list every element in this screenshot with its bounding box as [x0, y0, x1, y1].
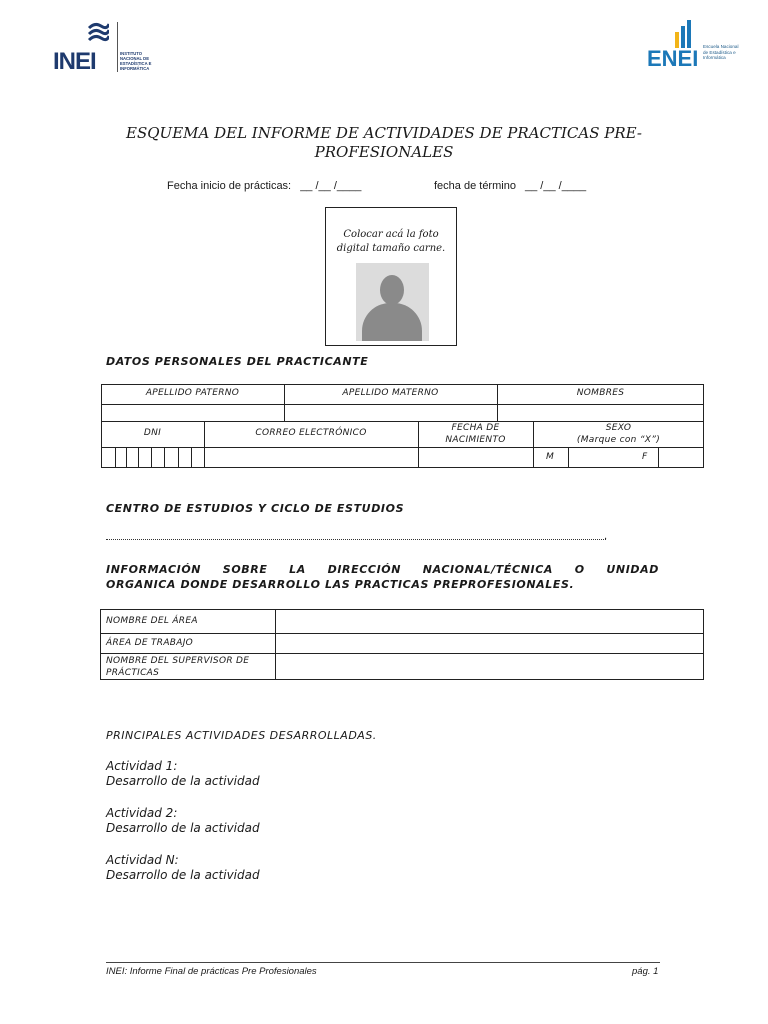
activity-description: Desarrollo de la actividad	[106, 868, 260, 882]
page-number: pág. 1	[632, 966, 659, 977]
photo-placeholder[interactable]	[325, 207, 457, 346]
enei-logo	[645, 18, 745, 74]
avatar-body	[362, 303, 422, 341]
avatar-head	[380, 275, 404, 305]
end-date-value[interactable]: __ /__ /____	[525, 180, 587, 192]
studies-dotted-line[interactable]	[106, 539, 606, 540]
area-info-table	[100, 609, 704, 680]
dni-digit-rule	[191, 447, 192, 468]
personal-data-table	[101, 384, 704, 468]
photo-caption	[326, 228, 456, 256]
info-heading-line-1: INFORMACIÓN SOBRE LA DIRECCIÓN NACIONAL/TÉCNICA O UNIDAD	[106, 563, 659, 576]
fecha-nacimiento-input[interactable]	[419, 448, 532, 467]
dni-digit-rule	[138, 447, 139, 468]
supervisor-input[interactable]	[276, 654, 703, 679]
inei-subtitle: INSTITUTO NACIONAL DE ESTADÍSTICA E INFORMÁTICA	[120, 51, 152, 71]
footer-rule	[106, 962, 660, 963]
activity-description: Desarrollo de la actividad	[106, 821, 260, 835]
header-dni: DNI	[143, 428, 162, 438]
studies-heading: CENTRO DE ESTUDIOS Y CICLO DE ESTUDIOS	[106, 502, 405, 515]
enei-bars-icon	[673, 18, 693, 48]
sex-male-checkbox[interactable]	[569, 448, 629, 467]
supervisor-label	[106, 655, 249, 679]
enei-subtitle: Escuela Nacional de Estadística e Informática	[703, 44, 739, 61]
footer-text: INEI: Informe Final de prácticas Pre Profesionales	[106, 966, 317, 977]
area-name-label: NOMBRE DEL ÁREA	[106, 616, 198, 626]
work-area-label: ÁREA DE TRABAJO	[106, 638, 194, 648]
header-sexo-line-1: SEXO	[605, 423, 632, 433]
activity-item	[106, 806, 260, 836]
dni-digit-rule	[126, 447, 127, 468]
photo-caption-line-1: Colocar acá la foto	[343, 229, 439, 240]
dni-digit-rule	[115, 447, 116, 468]
correo-input[interactable]	[205, 448, 417, 467]
personal-data-heading: DATOS PERSONALES DEL PRACTICANTE	[106, 355, 369, 368]
sex-female-checkbox[interactable]	[659, 448, 703, 467]
dni-digit-rule	[178, 447, 179, 468]
table-border-bottom	[100, 679, 704, 680]
supervisor-label-line-1: NOMBRE DEL SUPERVISOR DE	[106, 656, 250, 666]
activity-title: Actividad N:	[106, 853, 179, 867]
header-apellido-materno: APELLIDO MATERNO	[342, 388, 439, 398]
dni-digit-rule	[151, 447, 152, 468]
document-title	[100, 124, 668, 162]
header-sexo-line-2: (Marque con “X”)	[576, 435, 661, 445]
apellido-paterno-input[interactable]	[102, 405, 284, 421]
header-fecha-nacimiento-line-1: FECHA DE	[451, 423, 500, 433]
header-sexo	[533, 422, 704, 446]
nombres-input[interactable]	[498, 405, 703, 421]
activities-heading: PRINCIPALES ACTIVIDADES DESARROLLADAS.	[106, 729, 377, 742]
area-name-input[interactable]	[276, 610, 703, 633]
document-title-line-2: PROFESIONALES	[314, 143, 454, 161]
table-border-top	[101, 384, 704, 385]
table-border-left	[100, 609, 101, 680]
activity-description: Desarrollo de la actividad	[106, 774, 260, 788]
start-date-label: Fecha inicio de prácticas:	[167, 180, 292, 192]
start-date-field[interactable]	[167, 180, 361, 192]
inei-waves-icon	[87, 20, 109, 46]
header-correo: CORREO ELECTRÓNICO	[255, 428, 367, 438]
start-date-value[interactable]: __ /__ /____	[300, 180, 362, 192]
header-fecha-nacimiento	[418, 422, 533, 446]
end-date-field[interactable]	[434, 180, 586, 192]
supervisor-label-line-2: PRÁCTICAS	[106, 668, 160, 678]
header-apellido-paterno: APELLIDO PATERNO	[145, 388, 240, 398]
inei-separator	[117, 22, 118, 72]
document-title-line-1: ESQUEMA DEL INFORME DE ACTIVIDADES DE PRACTICAS PRE-	[126, 124, 642, 142]
activity-item	[106, 853, 260, 883]
activity-item	[106, 759, 260, 789]
studies-line-end: .	[604, 531, 608, 542]
work-area-input[interactable]	[276, 634, 703, 653]
sex-female-label: F	[642, 452, 648, 462]
header-fecha-nacimiento-line-2: NACIMIENTO	[445, 435, 506, 445]
end-date-label: fecha de término	[434, 180, 516, 192]
photo-caption-line-2: digital tamaño carne.	[336, 243, 446, 254]
inei-wordmark: INEI	[53, 48, 96, 75]
table-border-right	[703, 609, 704, 680]
info-heading-line-2: ORGANICA DONDE DESARROLLO LAS PRACTICAS PREPROFESIONALES.	[106, 578, 575, 591]
dni-digit-rule	[164, 447, 165, 468]
inei-logo	[53, 18, 163, 78]
enei-wordmark: ENEI	[647, 46, 699, 71]
sex-male-label: M	[546, 452, 555, 462]
avatar-silhouette-icon	[356, 263, 429, 341]
apellido-materno-input[interactable]	[285, 405, 497, 421]
activity-title: Actividad 2:	[106, 806, 178, 820]
header-nombres: NOMBRES	[576, 388, 625, 398]
activity-title: Actividad 1:	[106, 759, 178, 773]
